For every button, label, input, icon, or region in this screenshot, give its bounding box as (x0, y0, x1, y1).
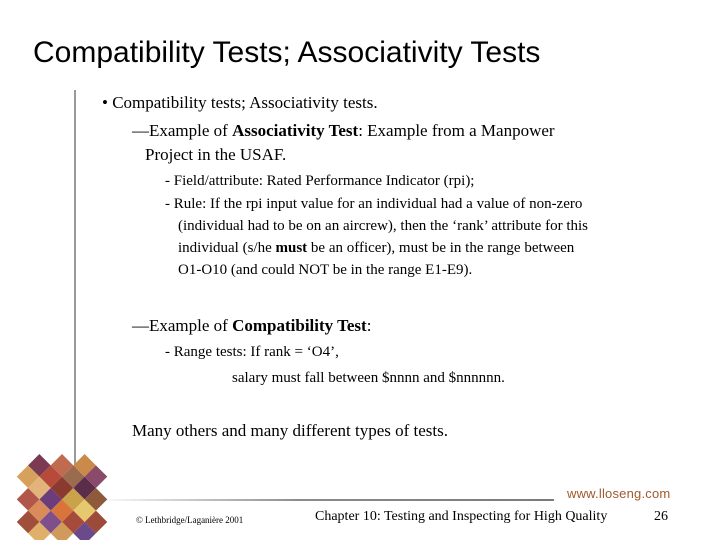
assoc-item-2-text: Rule: If the rpi input value for an individual had a value of non-zero (173, 196, 583, 212)
footer-chapter: Chapter 10: Testing and Inspecting for High Quality (315, 509, 608, 524)
dash-marker: — (132, 316, 149, 335)
bullet-item (102, 93, 378, 113)
dash-marker: — (132, 121, 149, 140)
assoc-item-2-line3 (178, 240, 574, 257)
dash-marker: - (165, 173, 170, 189)
assoc-prefix: Example of (149, 121, 233, 140)
assoc-bold: Associativity Test (232, 121, 359, 140)
dash-marker: - (165, 344, 170, 360)
assoc-item-1-text: Field/attribute: Rated Performance Indicator (rpi); (173, 173, 475, 189)
bullet-marker: • (102, 93, 108, 112)
compat-example-line (132, 316, 371, 336)
assoc-item-2-line4: O1-O10 (and could NOT be in the range E1-E9). (178, 262, 473, 278)
footer-rule (94, 499, 554, 501)
compat-bold: Compatibility Test (232, 316, 367, 335)
slide-title: Compatibility Tests; Associativity Tests (33, 36, 541, 69)
compat-suffix: : (366, 316, 372, 335)
line3-bold: must (275, 240, 308, 256)
quilt-logo-image (0, 400, 140, 540)
compat-prefix: Example of (149, 316, 233, 335)
assoc-example-line1 (132, 121, 555, 141)
assoc-example-line2: Project in the USAF. (145, 145, 287, 164)
assoc-item-1 (165, 173, 474, 190)
closing-text: Many others and many different types of tests. (132, 421, 449, 440)
line3-pre: individual (s/he (178, 240, 276, 256)
line3-post: be an officer), must be in the range between (307, 240, 575, 256)
dash-marker: - (165, 196, 170, 212)
brand-url: www.lloseng.com (567, 486, 671, 501)
page-number: 26 (654, 509, 668, 524)
compat-item-1-line2: salary must fall between $nnnn and $nnnnnn. (232, 370, 505, 386)
assoc-suffix: : Example from a Manpower (358, 121, 555, 140)
compat-item-1 (165, 344, 339, 361)
bullet-text: Compatibility tests; Associativity tests. (112, 93, 378, 112)
footer-copyright: © Lethbridge/Laganière 2001 (136, 515, 244, 525)
assoc-item-2-line2: (individual had to be on an aircrew), then the ‘rank’ attribute for this (178, 218, 588, 234)
assoc-item-2-line1 (165, 196, 582, 213)
compat-item-1-text: Range tests: If rank = ‘O4’, (173, 344, 339, 360)
